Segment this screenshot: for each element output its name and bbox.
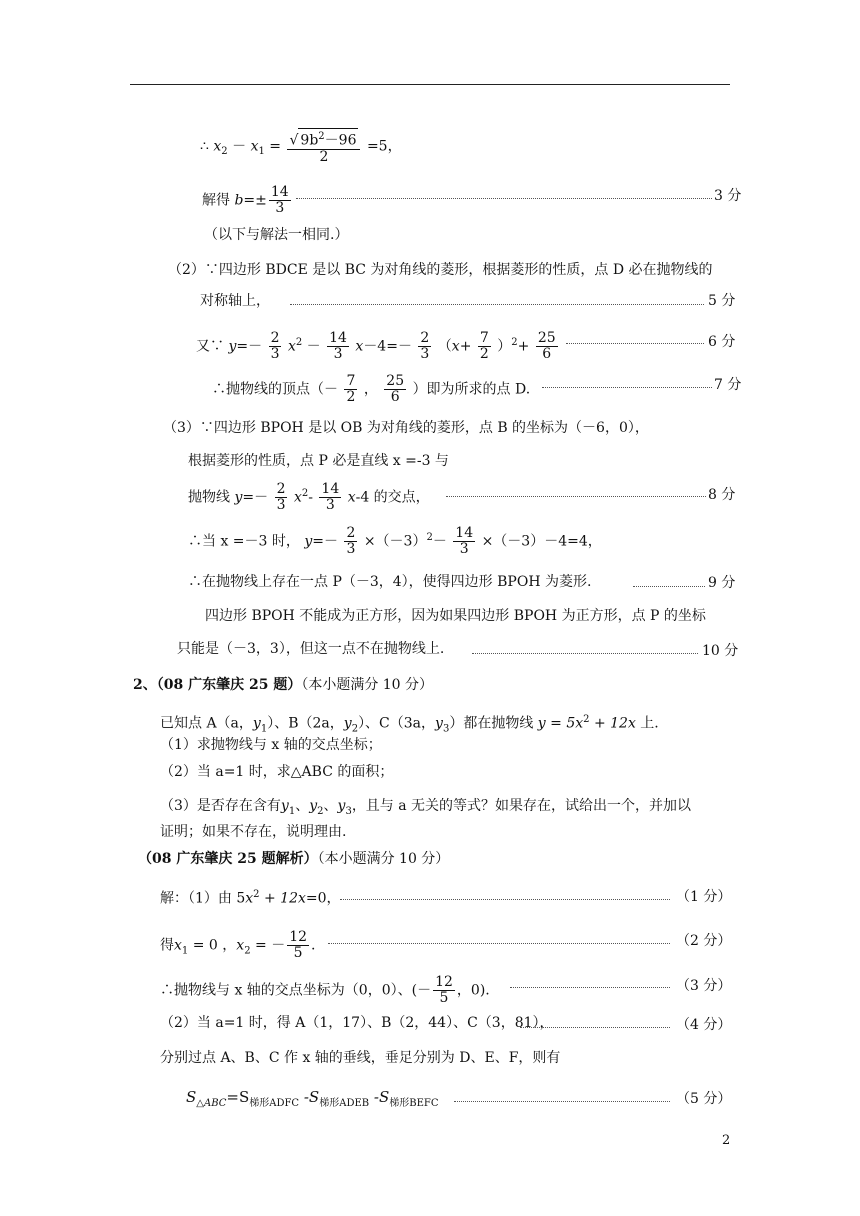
score: （2 分）	[676, 933, 732, 949]
leader-dots	[328, 943, 670, 944]
score: （5 分）	[676, 1091, 732, 1107]
problem2-q3: （3）是否存在含有$y_1$、$y_2$、$y_3$，且与 a 无关的等式？如果存在，试给出一个，并加以	[160, 798, 692, 817]
problem2-q3-cont: 证明；如果不存在，说明理由.	[160, 824, 347, 840]
solution-area-formula: $S_{\triangle ABC}=S_{梯形ADFC}$ $-S_{梯形ADEB}$ $-S_{梯形BEFC}$	[186, 1088, 439, 1109]
score: 10 分	[702, 643, 739, 659]
exists-line: ∴在抛物线上存在一点 P（－3，4），使得四边形 BPOH 为菱形.	[188, 574, 592, 590]
score: 8 分	[708, 487, 736, 503]
score: （1 分）	[676, 889, 732, 905]
note-line: （以下与解法一相同.）	[204, 227, 349, 243]
score: 6 分	[708, 334, 736, 350]
score: 3 分	[714, 188, 742, 204]
leader-dots	[520, 1027, 670, 1028]
solution-heading: （08 广东肇庆 25 题解析）（本小题满分 10 分）	[138, 851, 450, 867]
leader-dots	[510, 987, 670, 988]
conclusion-line: 只能是（－3，3），但这一点不在抛物线上.	[177, 641, 445, 657]
axis-line: 对称轴上，	[200, 293, 270, 309]
line-x2-minus-x1: ∴ $x_2 - x_1$ = $\frac{√ 9b^2-96}{2}$ =5，	[200, 128, 402, 165]
leader-dots	[340, 899, 670, 900]
leader-dots	[290, 304, 704, 305]
problem2-heading: 2、（08 广东肇庆 25 题）（本小题满分 10 分）	[133, 677, 434, 693]
solution-step5: 分别过点 A、B、C 作 x 轴的垂线，垂足分别为 D、E、F，则有	[160, 1050, 561, 1066]
line-solve-b: 解得 b=± $\frac{14}{3}$	[202, 184, 289, 216]
part3-line: （3）∵四边形 BPOH 是以 OB 为对角线的菱形，点 B 的坐标为（－6，0），	[163, 420, 649, 436]
header-rule	[130, 84, 730, 85]
leader-dots	[472, 653, 698, 654]
rhombus-line: 根据菱形的性质，点 P 必是直线 x =-3 与	[188, 453, 449, 469]
score: （3 分）	[676, 978, 732, 994]
leader-dots	[446, 496, 706, 497]
line-evaluate: ∴当 x =－3 时， y=－ $\frac{2}{3}$ $\times(-3)^2-$ $\frac{14}{3}$ ×（－3）－4=4，	[188, 525, 602, 557]
page-number: 2	[722, 1133, 731, 1148]
part2-line: （2）∵四边形 BDCE 是以 BC 为对角线的菱形，根据菱形的性质，点 D 必在抛物线的	[168, 262, 713, 278]
square-line: 四边形 BPOH 不能成为正方形，因为如果四边形 BPOH 为正方形，点 P 的坐标	[205, 608, 706, 624]
solution-step2: 得$x_1 = 0$ ，$x_2$ = － $\frac{12}{5}$ .	[160, 929, 316, 961]
leader-dots	[633, 586, 705, 587]
leader-dots	[296, 198, 712, 199]
score: 5 分	[708, 293, 736, 309]
leader-dots	[566, 343, 704, 344]
line-vertex-point: ∴抛物线的顶点（－ $\frac{7}{2}$ ， $\frac{25}{6}$ ）即为所求的点 D.	[212, 373, 531, 405]
problem2-q1: （1）求抛物线与 x 轴的交点坐标；	[160, 737, 382, 753]
solution-step3: ∴抛物线与 x 轴的交点坐标为（0，0）、(－ $\frac{12}{5}$ ，0).	[160, 974, 490, 1006]
score: 7 分	[714, 377, 742, 393]
solution-step4: （2）当 a=1 时，得 A（1，17）、B（2，44）、C（3，81），	[160, 1015, 554, 1031]
score: 9 分	[708, 575, 736, 591]
score: （4 分）	[676, 1017, 732, 1033]
problem2-statement: 已知点 A（a，$y_1$）、B（2a，$y_2$）、C（3a，$y_3$）都在抛物线 $y = 5x^2 + 12x$ 上.	[160, 714, 659, 735]
line-intersection: 抛物线 y=－ $\frac{2}{3}$ $x^2-$ $\frac{14}{3}$ x-4 的交点，	[188, 481, 430, 513]
solution-step1: 解：（1）由 $5x^2 + 12x=0$，	[160, 889, 341, 907]
leader-dots	[542, 387, 712, 388]
line-vertex-form: 又∵ y=－ $\frac{2}{3}$ $x^2$ － $\frac{14}{3}$ x－4=－ $\frac{2}{3}$ （x+ $\frac{7}{2}$ ）$^2$+ $\frac{25}{6}$	[196, 330, 556, 362]
problem2-q2: （2）当 a=1 时，求△ABC 的面积；	[160, 764, 394, 780]
leader-dots	[454, 1101, 670, 1102]
